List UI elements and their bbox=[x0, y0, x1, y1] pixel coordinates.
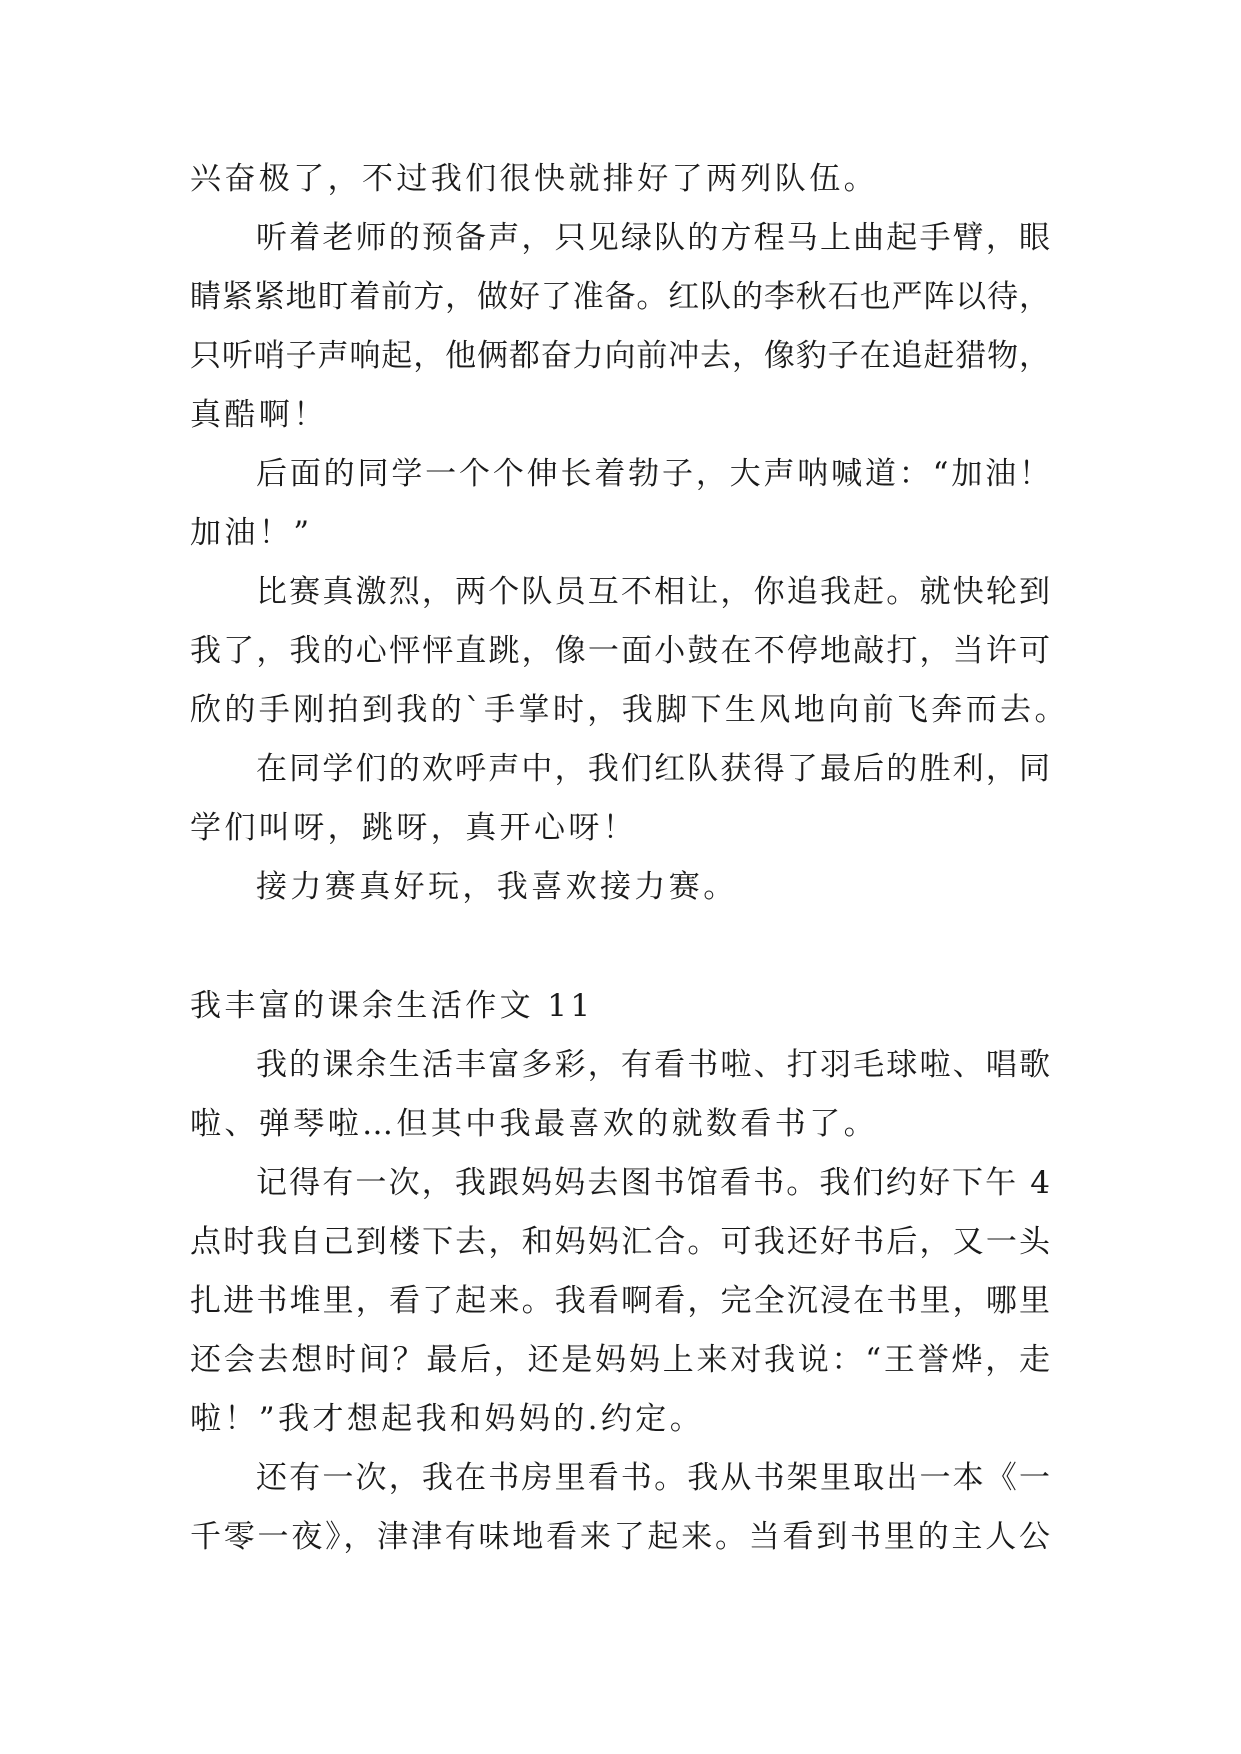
paragraph-line: 还有一次，我在书房里看书。我从书架里取出一本《一 bbox=[256, 1460, 1050, 1496]
paragraph-line: 真酷啊！ bbox=[190, 397, 328, 433]
section-title: 我丰富的课余生活作文 11 bbox=[190, 988, 594, 1024]
paragraph-line: 记得有一次，我跟妈妈去图书馆看书。我们约好下午 4 bbox=[256, 1165, 1050, 1201]
paragraph-line: 兴奋极了，不过我们很快就排好了两列队伍。 bbox=[190, 161, 878, 197]
paragraph-line: 欣的手刚拍到我的`手掌时，我脚下生风地向前飞奔而去。 bbox=[190, 692, 1069, 728]
text-body bbox=[190, 150, 1069, 1567]
paragraph-line: 后面的同学一个个伸长着勃子，大声呐喊道：“加油！ bbox=[256, 456, 1050, 492]
paragraph-line: 只听哨子声响起，他俩都奋力向前冲去，像豹子在追赶猎物， bbox=[190, 338, 1050, 374]
paragraph-line: 啦、弹琴啦…但其中我最喜欢的就数看书了。 bbox=[190, 1106, 878, 1142]
paragraph-line: 接力赛真好玩，我喜欢接力赛。 bbox=[256, 869, 738, 905]
paragraph-line: 在同学们的欢呼声中，我们红队获得了最后的胜利，同 bbox=[256, 751, 1050, 787]
paragraph-line: 啦！”我才想起我和妈妈的.约定。 bbox=[190, 1401, 705, 1437]
paragraph-line: 睛紧紧地盯着前方，做好了准备。红队的李秋石也严阵以待， bbox=[190, 279, 1050, 315]
section-gap bbox=[190, 917, 1050, 977]
paragraph-line: 千零一夜》，津津有味地看来了起来。当看到书里的主人公 bbox=[190, 1519, 1050, 1555]
paragraph-line: 还会去想时间？最后，还是妈妈上来对我说：“王誉烨，走 bbox=[190, 1342, 1050, 1378]
paragraph-line: 学们叫呀，跳呀，真开心呀！ bbox=[190, 810, 638, 846]
paragraph-line: 我的课余生活丰富多彩，有看书啦、打羽毛球啦、唱歌 bbox=[256, 1047, 1050, 1083]
paragraph-line: 点时我自己到楼下去，和妈妈汇合。可我还好书后，又一头 bbox=[190, 1224, 1050, 1260]
paragraph-line: 扎进书堆里，看了起来。我看啊看，完全沉浸在书里，哪里 bbox=[190, 1283, 1050, 1319]
paragraph-line: 比赛真激烈，两个队员互不相让，你追我赶。就快轮到 bbox=[256, 574, 1050, 610]
paragraph-line: 加油！” bbox=[190, 515, 313, 551]
paragraph-line: 我了，我的心怦怦直跳，像一面小鼓在不停地敲打，当许可 bbox=[190, 633, 1050, 669]
paragraph-line: 听着老师的预备声，只见绿队的方程马上曲起手臂，眼 bbox=[256, 220, 1050, 256]
